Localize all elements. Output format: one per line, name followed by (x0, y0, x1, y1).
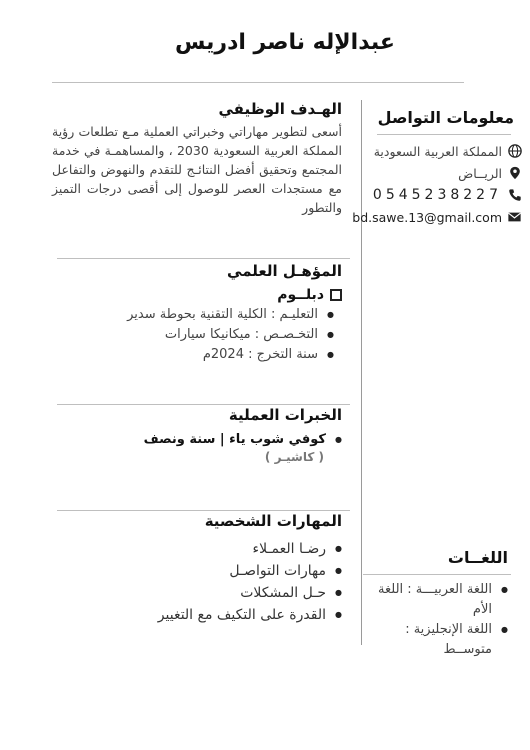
job-role: ( كاشيـر ) (264, 450, 324, 464)
divider-experience (57, 404, 350, 405)
experience-title: الخبرات العملية (228, 406, 342, 424)
languages-title: اللغــات (447, 548, 508, 567)
square-bullet-icon (330, 289, 342, 301)
objective-text: أسعى لتطوير مهاراتي وخبراتي العملية مـع تطلعات رؤية المملكة العربية السعودية 2030 ، والمساهمـة في خدمة المجتمع وتحقيق أفضل النتائـج للتقدم والنهوض والتفاعل مع مستجدات العصر للوصول إلى أقصى درجات التميز والتطور (52, 124, 342, 215)
phone-icon (508, 188, 522, 202)
skills-list (82, 538, 342, 626)
divider-top (52, 82, 464, 83)
contact-email (352, 206, 522, 228)
education-item: ● التخـصـص : ميكانيكا سيارات (94, 325, 334, 345)
experience-item (102, 430, 342, 450)
objective-title: الهـدف الوظيفي (218, 100, 342, 118)
education-title: المؤهـل العلمي (227, 262, 342, 280)
degree-text: دبلــوم (277, 287, 324, 303)
country-text: المملكة العربية السعودية (373, 143, 502, 159)
contact-phone (362, 184, 522, 206)
experience-list (102, 430, 342, 450)
languages-list (358, 580, 508, 660)
skill-item: ● رضـا العمـلاء (82, 538, 342, 560)
language-item: ● اللغة العربيـــة : اللغة الأم (358, 580, 508, 620)
skill-item: ● حـل المشكلات (82, 582, 342, 604)
divider-skills (57, 510, 350, 511)
skill-item: ● مهارات التواصـل (82, 560, 342, 582)
education-item: ● التعليـم : الكلية التقنية بحوطة سدير (94, 305, 334, 325)
skill-item: ● القدرة على التكيف مع التغيير (82, 604, 342, 626)
email-text: bd.sawe.13@gmail.com (352, 209, 502, 225)
skills-title: المهارات الشخصية (204, 512, 342, 530)
language-item: ● اللغة الإنجليزية : متوســط (358, 620, 508, 660)
location-pin-icon (508, 166, 522, 180)
divider-contact (377, 134, 511, 135)
divider-languages (363, 574, 511, 575)
contact-list (352, 140, 522, 228)
city-text: الريــاض (458, 165, 502, 181)
education-list (94, 305, 334, 365)
envelope-icon (508, 210, 522, 224)
globe-icon (508, 144, 522, 158)
contact-country (362, 140, 522, 162)
job-text: كوفي شوب ياء | سنة ونصف (143, 432, 326, 447)
degree (277, 287, 342, 303)
divider-education (57, 258, 350, 259)
person-name: عبدالإله ناصر ادريس (175, 30, 395, 55)
phone-text: 0545238227 (372, 187, 502, 203)
education-item: ● سنة التخرج : 2024م (94, 345, 334, 365)
contact-city (362, 162, 522, 184)
contact-title: معلومات التواصل (377, 108, 514, 127)
